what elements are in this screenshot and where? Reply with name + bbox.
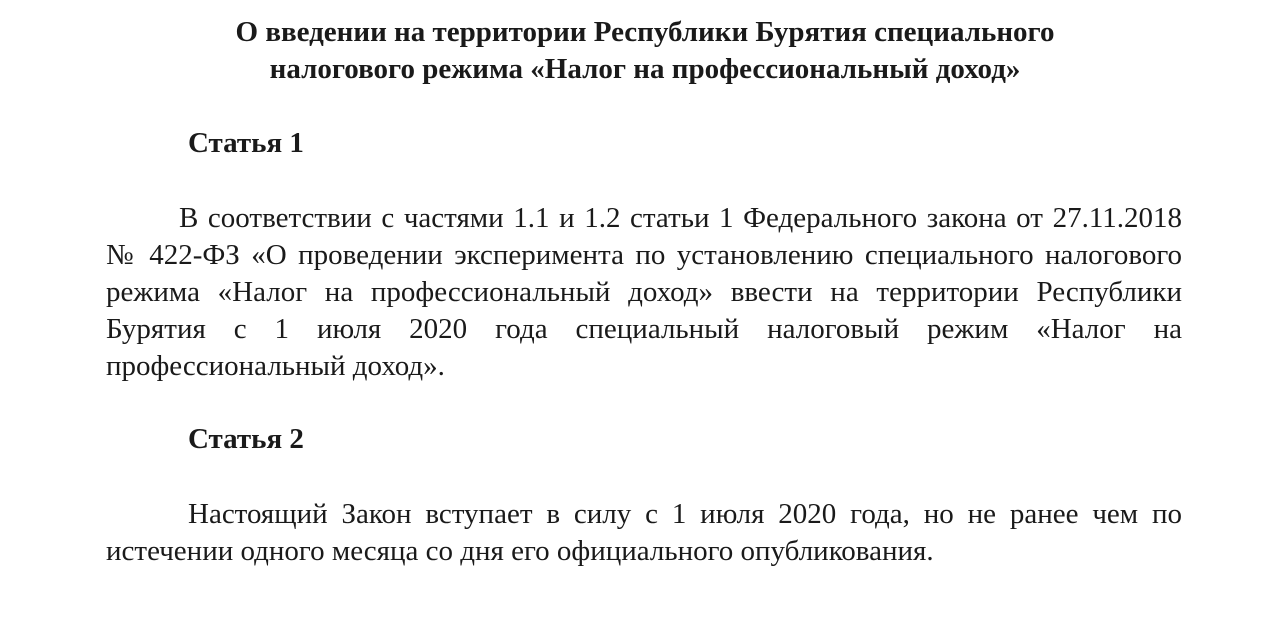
article-1-heading: Статья 1 xyxy=(188,127,304,159)
article-2-text: Настоящий Закон вступает в силу с 1 июля 2020 года, но не ранее чем по истечении одного месяца со дня его официального опубликования. xyxy=(106,498,1182,567)
article-2-heading: Статья 2 xyxy=(188,423,304,455)
article-1-text: В соответствии с частями 1.1 и 1.2 статьи 1 Федерального закона от 27.11.2018 № 422-ФЗ «О проведении эксперимента по установлению специального налогового режима «Налог на профессиональный доход» ввести на территории Республики Бурятия с 1 июля 2020 года специальный налоговый режим «Налог на профессиональный доход». xyxy=(106,202,1182,382)
document-title: О введении на территории Республики Бурятия специального налогового режима «Налог на профессиональный доход» xyxy=(235,16,1055,85)
